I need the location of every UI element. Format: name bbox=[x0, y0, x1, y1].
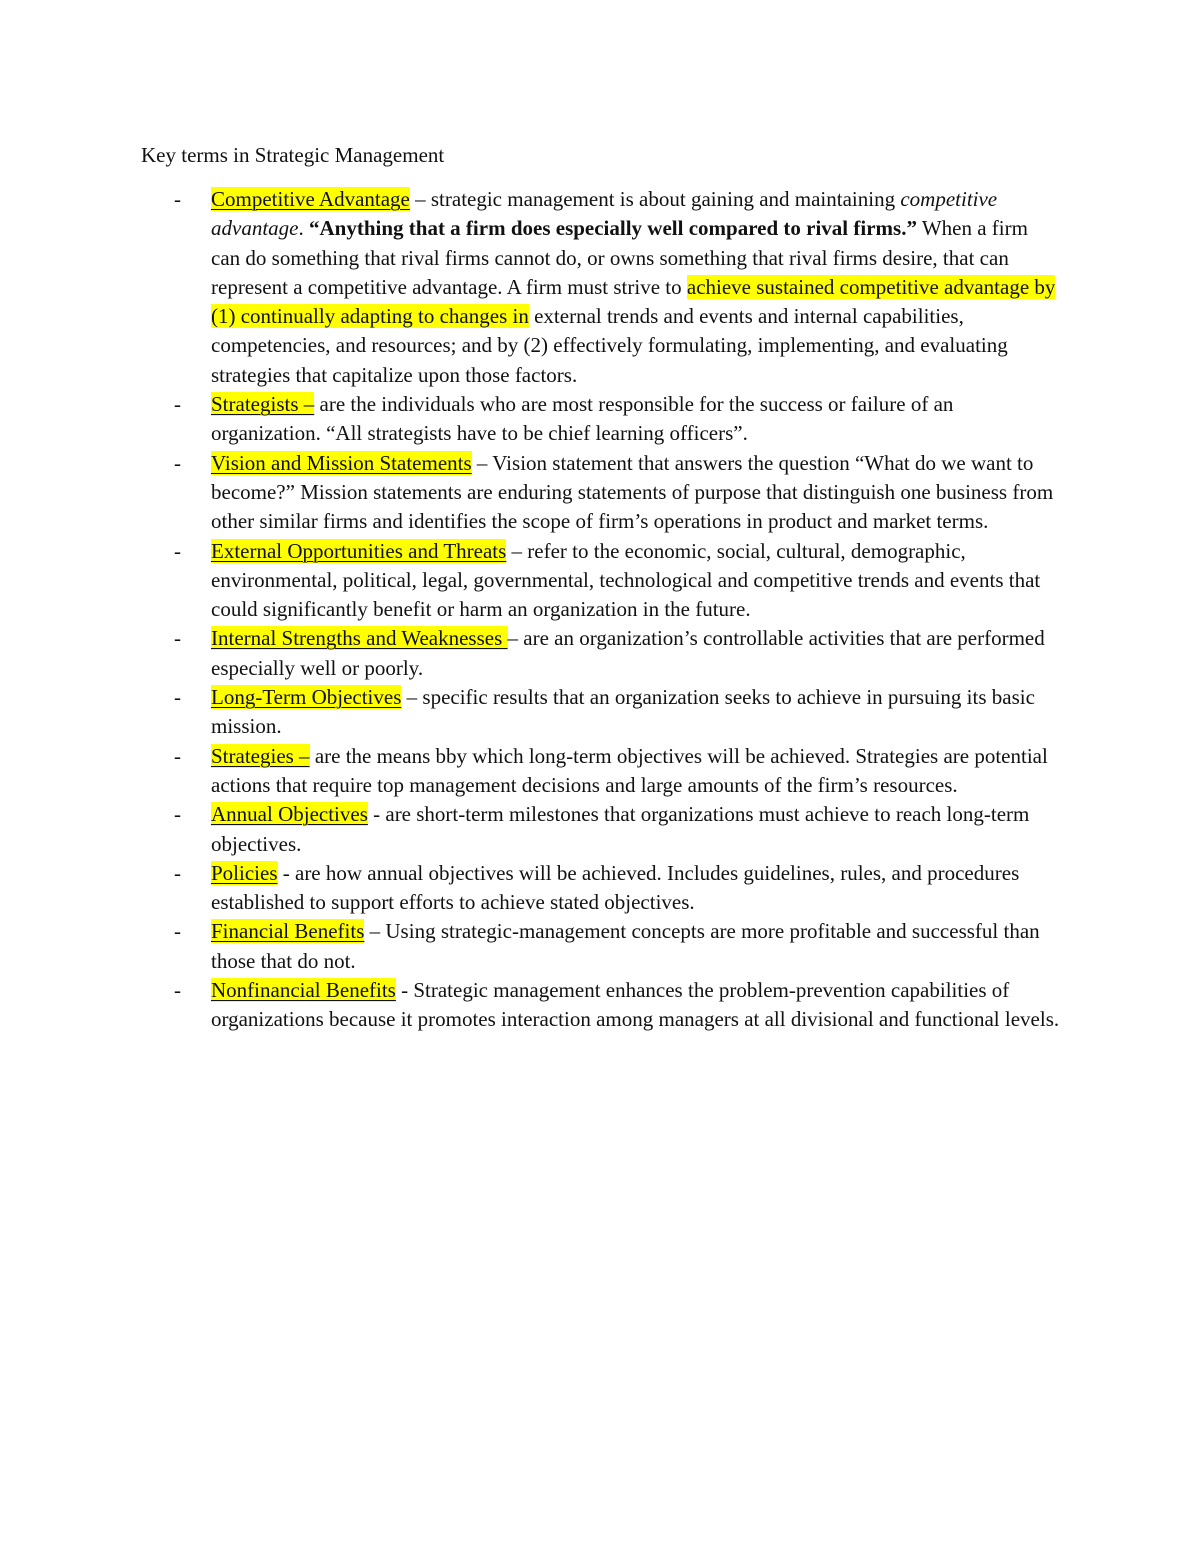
list-item-competitive-advantage bbox=[0, 185, 1061, 390]
term-separator: – bbox=[409, 187, 431, 211]
definition-text: – Using strategic-management concepts are more profitable and successful than those that do not. bbox=[211, 919, 1040, 973]
bold-quote: “Anything that a firm does especially well compared to rival firms.” bbox=[308, 216, 917, 241]
list-item-strategists bbox=[0, 390, 1061, 449]
list-item-external-opportunities bbox=[0, 537, 1061, 625]
definition-text: - are short-term milestones that organizations must achieve to reach long-term objectives. bbox=[211, 802, 1030, 856]
term-strategies: Strategies – bbox=[211, 743, 310, 768]
bullet-dash: - bbox=[174, 392, 181, 417]
bullet-dash: - bbox=[174, 187, 181, 211]
term-external-opportunities: External Opportunities and Threats bbox=[211, 538, 507, 563]
term-nonfinancial-benefits: Nonfinancial Benefits bbox=[211, 978, 396, 1003]
list-item-vision-mission bbox=[0, 449, 1061, 537]
key-terms-list bbox=[0, 185, 1200, 1035]
document-title: Key terms in Strategic Management bbox=[141, 143, 445, 167]
term-internal-strengths: Internal Strengths and Weaknesses bbox=[211, 626, 508, 651]
bullet-dash: - bbox=[174, 802, 181, 827]
list-item-nonfinancial-benefits bbox=[0, 976, 1061, 1035]
term-financial-benefits: Financial Benefits bbox=[211, 919, 365, 944]
term-competitive-advantage: Competitive Advantage bbox=[211, 187, 410, 211]
term-policies: Policies bbox=[211, 860, 278, 885]
definition-text: – refer to the economic, social, cultural, demographic, environmental, political, legal, governmental, technological and competitive trends and events that could significantly benefit or harm an organization in the future. bbox=[211, 538, 1041, 622]
definition-text: – are an organization’s controllable activities that are performed especially well or poorly. bbox=[211, 626, 1045, 680]
definition-text: strategic management is about gaining and maintaining bbox=[430, 187, 901, 211]
bullet-dash: - bbox=[174, 743, 181, 768]
term-vision-mission: Vision and Mission Statements bbox=[211, 450, 472, 475]
definition-text: When a firm can do something that rival firms cannot do, or owns something that rival firms desire, that can represent a competitive advantage. A firm must strive to bbox=[211, 216, 1028, 299]
bullet-dash: - bbox=[174, 685, 181, 710]
highlighted-phrase: achieve sustained competitive advantage by (1) continually adapting to changes in bbox=[211, 274, 1056, 329]
term-strategists: Strategists – bbox=[211, 392, 315, 417]
bullet-dash: - bbox=[174, 450, 181, 475]
list-item-policies bbox=[0, 859, 1061, 918]
definition-text: are the individuals who are most responsible for the success or failure of an organization. “All strategists have to be chief learning officers”. bbox=[211, 392, 954, 446]
definition-text: - are how annual objectives will be achieved. Includes guidelines, rules, and procedures established to support efforts to achieve stated objectives. bbox=[211, 860, 1020, 915]
list-item-annual-objectives bbox=[0, 800, 1061, 859]
bullet-dash: - bbox=[174, 919, 181, 944]
list-item-financial-benefits bbox=[0, 917, 1061, 976]
definition-text: are the means bby which long-term objectives will be achieved. Strategies are potential actions that require top management decisions and large amounts of the firm’s resources. bbox=[211, 743, 1048, 797]
definition-text: external trends and events and internal capabilities, competencies, and resources; and by (2) effectively formulating, implementing, and evaluating strategies that capitalize upon those factors. bbox=[211, 304, 1008, 387]
definition-text: . bbox=[298, 216, 309, 241]
list-item-long-term-objectives bbox=[0, 683, 1061, 742]
definition-text: – Vision statement that answers the question “What do we want to become?” Mission statements are enduring statements of purpose that distinguish one business from other similar firms and identifies the scope of firm’s operations in product and market terms. bbox=[211, 450, 1054, 534]
bullet-dash: - bbox=[174, 626, 181, 651]
list-item-strategies bbox=[0, 742, 1061, 801]
list-item-internal-strengths bbox=[0, 624, 1061, 683]
bullet-dash: - bbox=[174, 860, 181, 885]
bullet-dash: - bbox=[174, 538, 181, 563]
bullet-dash: - bbox=[174, 978, 181, 1003]
term-long-term-objectives: Long-Term Objectives bbox=[211, 685, 402, 710]
definition-text: - Strategic management enhances the problem-prevention capabilities of organizations because it promotes interaction among managers at all divisional and functional levels. bbox=[211, 978, 1060, 1032]
italic-phrase: competitive advantage bbox=[211, 187, 998, 241]
definition-text: – specific results that an organization seeks to achieve in pursuing its basic mission. bbox=[211, 685, 1035, 739]
term-annual-objectives: Annual Objectives bbox=[211, 802, 368, 827]
